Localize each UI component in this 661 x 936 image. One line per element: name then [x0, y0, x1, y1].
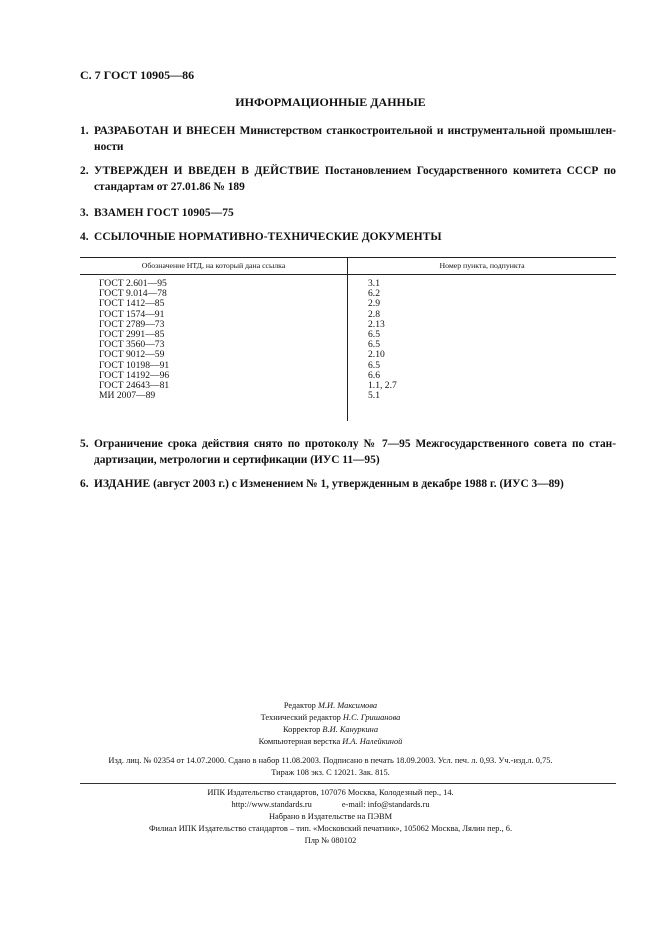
row-document: ГОСТ 9012—59 — [99, 349, 165, 361]
row-clause: 2.10 — [368, 349, 385, 361]
info-item-2 — [80, 163, 616, 195]
row-clause: 6.2 — [368, 288, 380, 300]
item-number: 4. — [80, 231, 89, 243]
info-item-6 — [80, 476, 616, 492]
row-clause: 6.5 — [368, 359, 380, 371]
publisher-address: ИПК Издательство стандартов, 107076 Москва, Колодезный пер., 14. — [207, 788, 454, 797]
publication-info — [0, 755, 661, 779]
info-item-4 — [80, 229, 616, 245]
row-clause: 6.5 — [368, 339, 380, 351]
item-text: (август 2003 г.) с Изменением № 1, утвержденным в декабре 1988 г. (ИУС 3—89) — [150, 478, 564, 490]
item-lead: УТВЕРЖДЕН И ВВЕДЕН В ДЕЙСТВИЕ — [94, 165, 320, 177]
imprint-divider — [80, 783, 616, 784]
table-body — [80, 279, 616, 401]
row-document: ГОСТ 2789—73 — [99, 318, 165, 330]
publisher-branch: Филиал ИПК Издательство стандартов – тип. «Московский печатник», 105062 Москва, Лялин пер., 6. — [148, 824, 513, 833]
credit-name: В.И. Кануркина — [322, 725, 379, 734]
row-document: ГОСТ 9.014—78 — [99, 288, 167, 300]
row-clause: 5.1 — [368, 390, 380, 402]
row-document: ГОСТ 1574—91 — [99, 308, 165, 320]
credit-line — [0, 736, 661, 748]
page-header: С. 7 ГОСТ 10905—86 — [80, 68, 195, 82]
item-number: 1. — [80, 125, 89, 137]
publisher-typeset: Набрано в Издательстве на ПЭВМ — [268, 812, 393, 821]
row-clause: 1.1, 2.7 — [368, 379, 397, 391]
pubinfo-line: Изд. лиц. № 02354 от 14.07.2000. Сдано в набор 11.08.2003. Подписано в печать 18.09.2003. Усл. печ. л. 0,93. Уч.-изд.л. 0,75. — [108, 756, 553, 765]
credit-role: Компьютерная верстка — [258, 737, 341, 746]
table-row — [80, 350, 616, 360]
row-clause: 6.5 — [368, 328, 380, 340]
row-clause: 2.13 — [368, 318, 385, 330]
editorial-credits — [0, 700, 661, 748]
info-item-1 — [80, 123, 616, 155]
row-document: ГОСТ 10198—91 — [99, 359, 170, 371]
item-lead: РАЗРАБОТАН И ВНЕСЕН — [94, 125, 236, 137]
info-item-5 — [80, 436, 616, 468]
credit-role: Редактор — [283, 701, 316, 710]
item-number: 2. — [80, 165, 89, 177]
publisher-info — [0, 787, 661, 847]
table-header-clause: Номер пункта, подпункта — [439, 261, 525, 270]
table-rule-top — [80, 257, 616, 258]
row-document: ГОСТ 24643—81 — [99, 379, 170, 391]
row-document: МИ 2007—89 — [99, 390, 156, 402]
row-document: ГОСТ 2.601—95 — [99, 278, 167, 289]
item-lead: ССЫЛОЧНЫЕ НОРМАТИВНО-ТЕХНИЧЕСКИЕ ДОКУМЕНТЫ — [94, 231, 442, 243]
credit-line — [0, 724, 661, 736]
info-item-3 — [80, 205, 616, 221]
credit-line — [0, 700, 661, 712]
item-text: Постановлением Государственного комитета СССР по стандартам от 27.01.86 № 189 — [94, 165, 616, 193]
table-rule-header — [80, 274, 616, 275]
row-clause: 3.1 — [368, 278, 380, 289]
row-document: ГОСТ 2991—85 — [99, 328, 165, 340]
section-title: ИНФОРМАЦИОННЫЕ ДАННЫЕ — [235, 95, 426, 109]
credit-line — [0, 712, 661, 724]
row-document: ГОСТ 1412—85 — [99, 298, 165, 310]
row-document: ГОСТ 3560—73 — [99, 339, 165, 351]
publisher-license: Плр № 080102 — [304, 836, 357, 845]
credit-role: Корректор — [282, 725, 321, 734]
publisher-url: http://www.standards.ru — [231, 800, 312, 809]
credit-name: И.А. Налейкиной — [342, 737, 403, 746]
credit-role: Технический редактор — [260, 713, 341, 722]
row-clause: 2.8 — [368, 308, 380, 320]
credit-name: Н.С. Гришанова — [342, 713, 401, 722]
item-number: 3. — [80, 207, 89, 219]
item-number: 6. — [80, 478, 89, 490]
item-lead: ИЗДАНИЕ — [94, 478, 151, 490]
row-clause: 2.9 — [368, 298, 380, 310]
table-row — [80, 391, 616, 401]
publisher-email: e-mail: info@standards.ru — [341, 800, 430, 809]
item-number: 5. — [80, 438, 89, 450]
table-header-document: Обозначение НТД, на который дана ссылка — [141, 261, 286, 270]
credit-name: М.И. Максимова — [317, 701, 378, 710]
item-lead: ВЗАМЕН ГОСТ 10905—75 — [94, 207, 234, 219]
item-text: Ограничение срока действия снято по протоколу № 7—95 Межгосударственного совета по стан-дартизации, метрологии и сертификации (ИУС 11—95) — [94, 438, 616, 466]
row-document: ГОСТ 14192—96 — [99, 369, 170, 381]
pubinfo-line: Тираж 108 экз. С 12021. Зак. 815. — [271, 768, 390, 777]
row-clause: 6.6 — [368, 369, 380, 381]
item-text: Министерством станкостроительной и инструментальной промышлен-ности — [94, 125, 616, 153]
table-row — [80, 381, 616, 391]
